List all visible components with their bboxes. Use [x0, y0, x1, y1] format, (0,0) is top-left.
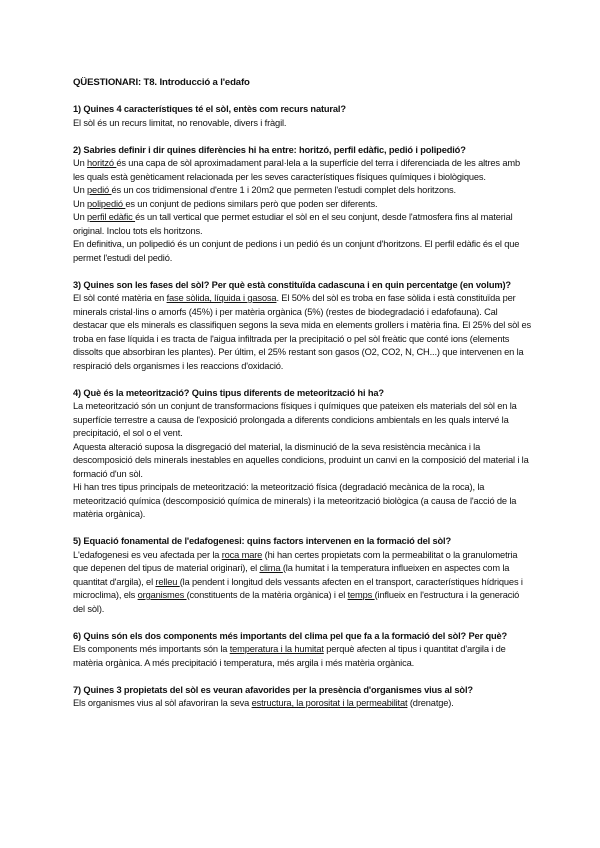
answer-text: El sòl conté matèria en: [73, 293, 167, 303]
document-page: [73, 76, 531, 724]
answer-paragraph: [73, 238, 531, 265]
answer-paragraph: [73, 697, 531, 711]
question-heading: 5) Equació fonamental de l'edafogenesi: quins factors intervenen en la formació del sòl?: [73, 536, 452, 546]
document-title: QÜESTIONARI: T8. Introducció a l'edafo: [73, 77, 250, 88]
answer-paragraph: [73, 211, 531, 238]
answer-paragraph: [73, 184, 531, 198]
question-section-5: [73, 535, 531, 616]
answer-text: perquè afecten al tipus i quantitat d'argila i de matèria orgànica. A més precipitació i temperatura, més argila i més matèria orgànica.: [73, 644, 506, 668]
underlined-term: temperatura i la humitat: [229, 644, 324, 654]
answer-text: (drenatge).: [407, 698, 454, 708]
answer-paragraph: [73, 441, 531, 482]
underlined-term: relleu: [155, 576, 180, 587]
answer-text: és una capa de sòl aproximadament paral·lela a la superfície del terra i diferenciada de les altres amb les quals està genèticament relacionada per les seves característiques físiques químiques i biològiques.: [73, 158, 520, 182]
answer-text: La meteorització són un conjunt de transformacions físiques i químiques que pateixen els materials del sòl en la superfície terrestre a causa de l'exposició prolongada a diferents condicions ambientals en les quals intervé la precipitació, el sol o el vent.: [73, 401, 517, 438]
underlined-term: clima: [259, 563, 283, 573]
answer-text: Els organismes vius al sòl afavoriran la seva: [73, 698, 252, 708]
underlined-term: perfil edàfic: [87, 212, 136, 222]
answer-paragraph: [73, 117, 531, 131]
answer-text: (constituents de la matèria orgànica) i el: [186, 590, 348, 600]
question-heading: 3) Quines son les fases del sòl? Per què està constituïda cadascuna i en quin percentatge (en volum)?: [73, 279, 511, 290]
underlined-term: polipedió: [87, 198, 126, 209]
answer-paragraph: [73, 549, 531, 617]
answer-text: Un: [73, 212, 88, 222]
answer-text: es un conjunt de pedions similars però que poden ser diferents.: [125, 198, 378, 209]
answer-paragraph: [73, 198, 531, 212]
underlined-term: estructura, la porositat i la permeabilitat: [251, 698, 408, 708]
question-heading: 4) Què és la meteorització? Quins tipus diferents de meteorització hi ha?: [73, 387, 384, 398]
question-section-2: [73, 144, 531, 266]
answer-paragraph: [73, 643, 531, 670]
answer-text: és un cos tridimensional d'entre 1 i 20m2 que permeten l'estudi complet dels horitzons.: [111, 185, 456, 195]
answer-text: (influeix en l'estructura i la generació del sòl).: [73, 590, 520, 614]
question-section-3: [73, 279, 531, 374]
answer-text: (la pendent i longitud dels vessants afecten en el transport, característiques hídriques i microclima), els: [73, 576, 523, 600]
underlined-term: fase sòlida, líquida i gasosa: [166, 293, 277, 303]
answer-text: és un tall vertical que permet estudiar el sòl en el seu conjunt, desde l'atmosfera fins al material original. Inclou tots els horitzons.: [73, 212, 513, 236]
answer-paragraph: [73, 157, 531, 184]
answer-text: El sòl és un recurs limitat, no renovable, divers i fràgil.: [73, 117, 287, 128]
questionnaire-sections: [73, 103, 531, 711]
answer-text: (hi han certes propietats com la permeabilitat o la granulometria que depenen del tipus de material originari), el: [73, 549, 518, 573]
answer-text: Aquesta alteració suposa la disgregació del material, la disminució de la seva resistència mecànica i la descomposició dels minerals inestables en aquelles condicions, produint un canvi en la composició del material i la formació d'un sòl.: [73, 441, 529, 479]
answer-paragraph: [73, 292, 531, 373]
question-section-1: [73, 103, 531, 130]
question-heading: 2) Sabries definir i dir quines diferències hi ha entre: horitzó, perfil edàfic, pedió i polipedió?: [73, 144, 466, 155]
answer-text: L'edafogenesi es veu afectada per la: [73, 549, 222, 560]
underlined-term: pedió: [87, 185, 112, 195]
answer-text: Un: [73, 158, 88, 168]
answer-paragraph: [73, 400, 531, 441]
answer-text: Un: [73, 198, 88, 209]
answer-text: . El 50% del sòl es troba en fase sòlida i està constituïda per minerals cristal·lins o amorfs (45%) i per matèria orgànica (5%) (restes de biodegradació i edafofauna). Cal destacar que els minerals es classifiquen segons la seva mida en elements grollers i matèria fina. El 25% del sòl es troba en fase líquida i es tracta de l'aigua infiltrada per la precipitació o pel sòl freàtic que conté ions (elements dissolts que absorbiran les plantes). Per últim, el 25% restant son gasos (O2, CO2, N, CH...) que intervenen en la respiració dels organismes i les reaccions d'oxidació.: [73, 293, 532, 371]
question-heading: 6) Quins són els dos components més importants del clima pel que fa a la formació del sòl? Per què?: [73, 630, 508, 641]
question-section-4: [73, 387, 531, 522]
underlined-term: roca mare: [221, 549, 263, 560]
answer-text: En definitiva, un polipedió és un conjunt de pedions i un pedió és un conjunt d'horitzons. El perfil edàfic és el que permet l'estudi del pedió.: [73, 239, 520, 263]
answer-text: Un: [73, 185, 88, 195]
question-section-7: [73, 684, 531, 711]
answer-paragraph: [73, 481, 531, 522]
answer-text: Els components més importants són la: [73, 644, 230, 654]
question-heading: 7) Quines 3 propietats del sòl es veuran afavorides per la presència d'organismes vius al sòl?: [73, 684, 473, 695]
underlined-term: horitzó: [87, 158, 117, 168]
question-heading: 1) Quines 4 característiques té el sòl, entès com recurs natural?: [73, 104, 346, 114]
question-section-6: [73, 630, 531, 671]
answer-text: Hi han tres tipus principals de meteorització: la meteorització física (degradació mecànica de la roca), la meteorització química (descomposició química de minerals) i la meteorització biològica (a causa de l'acció de la matèria orgànica).: [73, 482, 517, 519]
underlined-term: temps: [347, 590, 375, 600]
answer-text: (la humitat i la temperatura influeixen en aspectes com la quantitat d'argila), el: [73, 563, 510, 587]
underlined-term: organismes: [137, 590, 187, 600]
